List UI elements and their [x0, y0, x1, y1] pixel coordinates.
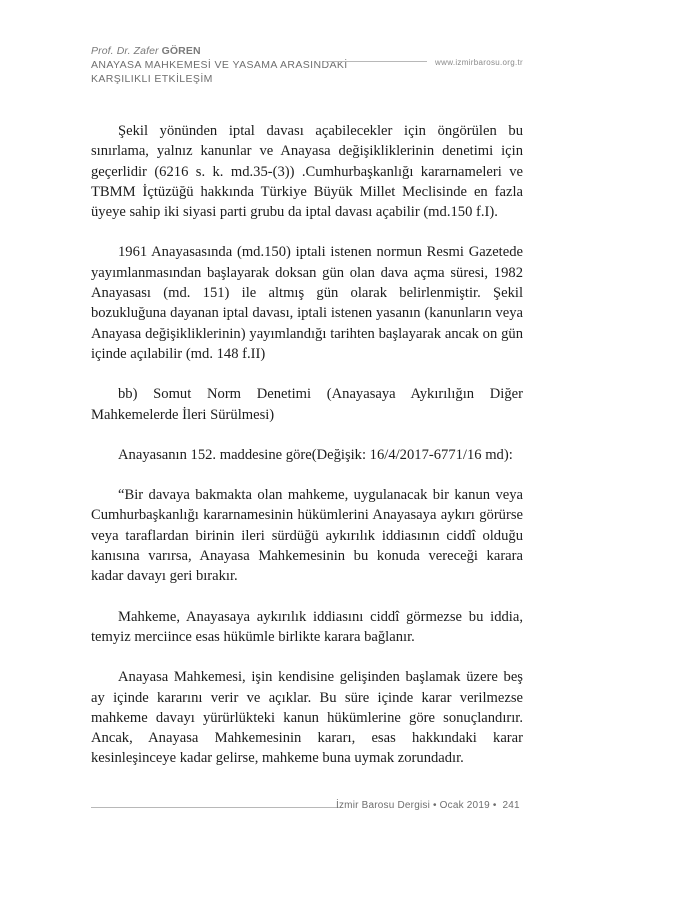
section-heading: bb) Somut Norm Denetimi (Anayasaya Aykırılığın Diğer Mahkemelerde İleri Sürülmesi) [91, 386, 523, 423]
paragraph: Anayasanın 152. maddesine göre(Değişik: 16/4/2017-6771/16 md): [118, 446, 513, 463]
paragraph: Şekil yönünden iptal davası açabilecekler için öngörülen bu sınırlama, yalnız kanunlar ve Anayasa değişikliklerinin denetimi için geçerlidir (6216 s. k. md.35-(3)) .Cumhurbaşkanlığı kararnameleri ve TBMM İçtüzüğü hakkında Türkiye Büyük Millet Meclisinde en fazla üyeye sahip iki siyasi parti grubu da iptal davası açabilir (md.150 f.I). [91, 123, 523, 221]
running-footer [336, 800, 520, 811]
article-title-line-2: KARŞILIKLI ETKİLEŞİM [91, 73, 213, 85]
article-title-line-1: ANAYASA MAHKEMESİ VE YASAMA ARASINDAKİ [91, 59, 348, 71]
header-divider [324, 61, 427, 62]
journal-name: İzmir Barosu Dergisi • Ocak 2019 • [336, 800, 497, 811]
author-surname: GÖREN [161, 45, 201, 57]
paragraph: 1961 Anayasasında (md.150) iptali istenen normun Resmi Gazetede yayımlanmasından başlayarak doksan gün olan dava açma süresi, 1982 Anayasası (md. 151) ile altmış gün olarak belirlenmiştir. Şekil bozukluğuna dayanan iptal davası, iptali istenen yasanın (kanunların veya Anayasa değişikliklerinin) yayımlandığı tarihten başlayarak ancak on gün içinde açılabilir (md. 148 f.II) [91, 244, 523, 362]
author-prefix: Prof. Dr. Zafer [91, 45, 162, 57]
quoted-paragraph: “Bir davaya bakmakta olan mahkeme, uygulanacak bir kanun veya Cumhurbaşkanlığı kararnamesinin hükümlerini Anayasaya aykırı görürse veya taraflardan birinin ileri sürdüğü aykırılık iddiasının ciddî olduğu kanısına varırsa, Anayasa Mahkemesinin bu konuda vereceği karara kadar davayı geri bırakır. [91, 487, 523, 585]
running-header [91, 45, 523, 86]
quoted-paragraph: Anayasa Mahkemesi, işin kendisine gelişinden başlamak üzere beş ay içinde kararını verir ve açıklar. Bu süre içinde karar verilmezse mahkeme davayı yürürlükteki kanun hükümlerine göre sonuçlandırır. Ancak, Anayasa Mahkemesinin kararı, esas hakkındaki karar kesinleşinceye kadar gelirse, mahkeme buna uymak zorundadır. [91, 669, 523, 767]
page-number: 241 [502, 800, 520, 811]
body-text [91, 121, 523, 789]
footer-divider [91, 807, 339, 808]
author-name [91, 45, 523, 57]
quoted-paragraph: Mahkeme, Anayasaya aykırılık iddiasını ciddî görmezse bu iddia, temyiz merciince esas hükümle birlikte karara bağlanır. [91, 608, 523, 645]
website-url: www.izmirbarosu.org.tr [435, 58, 523, 67]
